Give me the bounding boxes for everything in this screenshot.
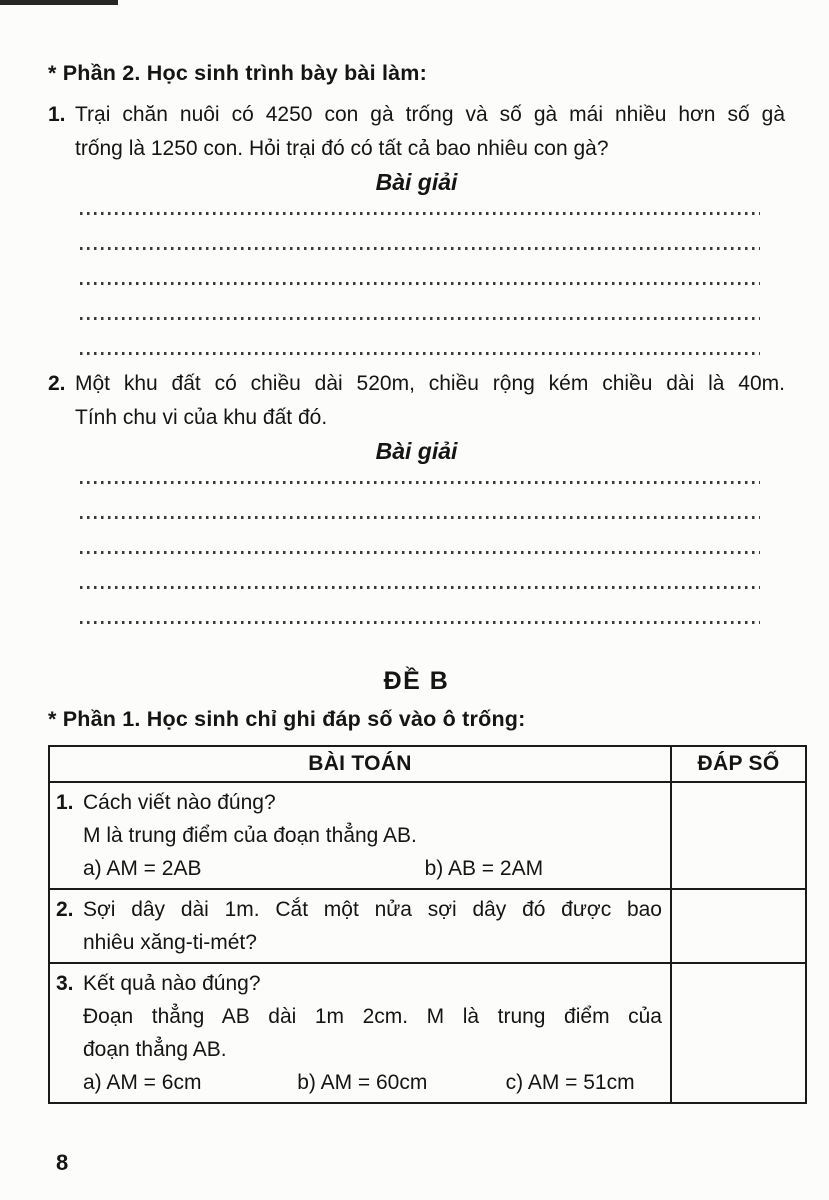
solution-label-2: Bài giải <box>375 438 458 464</box>
writing-line <box>80 250 760 285</box>
table-header-dap-so: ĐÁP SỐ <box>671 746 806 782</box>
page-number: 8 <box>56 1150 69 1175</box>
problem-2 <box>48 367 785 435</box>
writing-line <box>80 519 760 554</box>
answer-lines-2 <box>80 469 760 624</box>
option-b: b) AM = 60cm <box>297 1071 428 1094</box>
writing-line <box>80 320 760 355</box>
question-cell-2 <box>49 889 671 963</box>
question-1-line-1: Cách viết nào đúng? <box>83 791 276 814</box>
option-a: a) AM = 6cm <box>83 1071 202 1094</box>
question-3-line-3: đoạn thẳng AB. <box>83 1038 227 1061</box>
problem-1-number: 1. <box>48 103 66 126</box>
question-1-number: 1. <box>56 791 74 814</box>
option-c: c) AM = 51cm <box>505 1071 635 1094</box>
problem-2-number: 2. <box>48 372 66 395</box>
question-1-options <box>83 852 662 885</box>
writing-line <box>80 589 760 624</box>
question-2-line-1: Sợi dây dài 1m. Cắt một nửa sợi dây đó được bao <box>83 898 662 921</box>
problem-1 <box>48 98 785 166</box>
question-3-options <box>83 1066 662 1099</box>
table-row-3 <box>49 963 806 1103</box>
answer-lines-1 <box>80 200 760 355</box>
problem-1-line-2: trống là 1250 con. Hỏi trại đó có tất cả bao nhiêu con gà? <box>75 137 609 160</box>
table-row-2 <box>49 889 806 963</box>
scan-artifact <box>0 0 118 5</box>
part2-heading: * Phần 2. Học sinh trình bày bài làm: <box>48 61 427 85</box>
table-header-bai-toan: BÀI TOÁN <box>49 746 671 782</box>
writing-line <box>80 215 760 250</box>
question-3-line-2: Đoạn thẳng AB dài 1m 2cm. M là trung điểm của <box>83 1005 662 1028</box>
question-1-line-2: M là trung điểm của đoạn thẳng AB. <box>83 824 417 847</box>
question-3-number: 3. <box>56 972 74 995</box>
question-2-line-2: nhiêu xăng-ti-mét? <box>83 931 257 954</box>
answer-cell-1 <box>671 782 806 889</box>
question-2-number: 2. <box>56 898 74 921</box>
table-header-row <box>49 746 806 782</box>
part1-heading: * Phần 1. Học sinh chỉ ghi đáp số vào ô trống: <box>48 707 526 731</box>
question-cell-3 <box>49 963 671 1103</box>
question-cell-1 <box>49 782 671 889</box>
writing-line <box>80 484 760 519</box>
table-row-1 <box>49 782 806 889</box>
test-b-title: ĐỀ B <box>383 667 450 695</box>
problem-2-line-1: Một khu đất có chiều dài 520m, chiều rộng kém chiều dài là 40m. <box>75 372 785 395</box>
writing-line <box>80 554 760 589</box>
option-b: b) AB = 2AM <box>424 857 544 880</box>
problem-2-line-2: Tính chu vi của khu đất đó. <box>75 406 328 429</box>
answer-cell-2 <box>671 889 806 963</box>
writing-line <box>80 285 760 320</box>
solution-label-1: Bài giải <box>375 169 458 195</box>
answer-cell-3 <box>671 963 806 1103</box>
question-3-line-1: Kết quả nào đúng? <box>83 972 261 995</box>
writing-line <box>80 200 760 215</box>
answer-table <box>48 745 807 1104</box>
writing-line <box>80 469 760 484</box>
option-a: a) AM = 2AB <box>83 857 202 880</box>
problem-1-line-1: Trại chăn nuôi có 4250 con gà trống và số gà mái nhiều hơn số gà <box>75 103 785 126</box>
